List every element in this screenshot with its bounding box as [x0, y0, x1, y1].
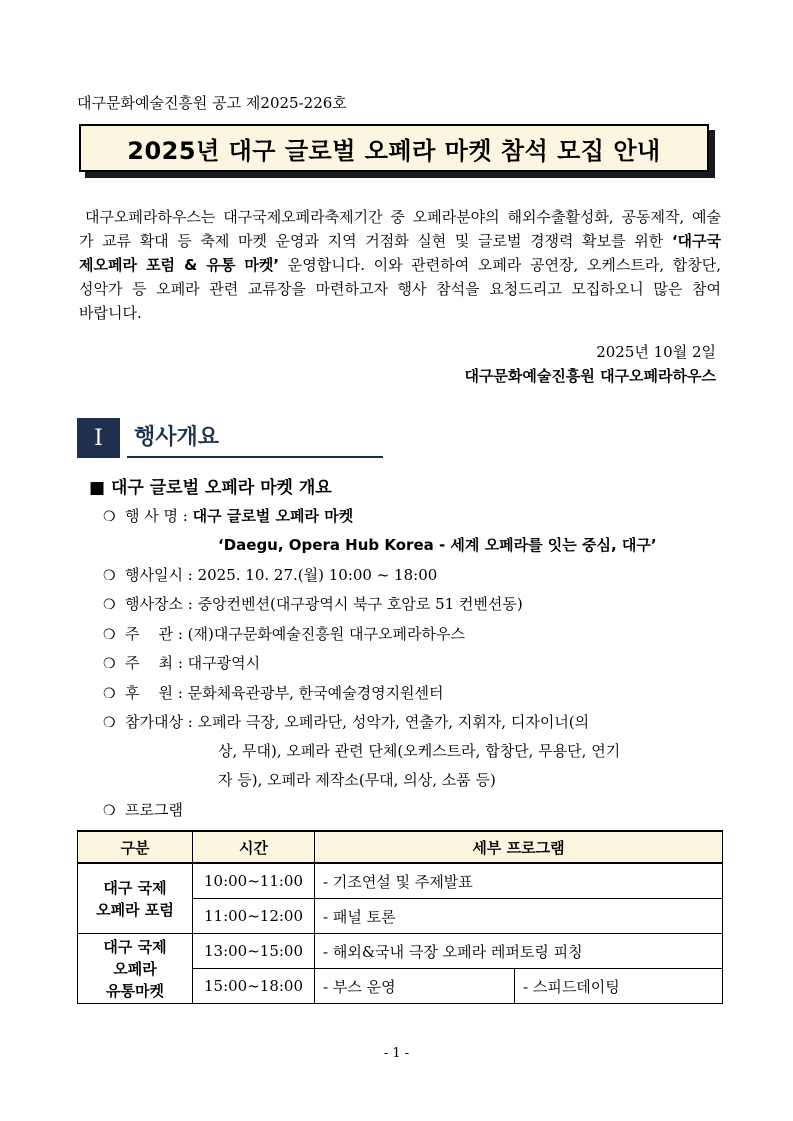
participants-row [103, 711, 589, 732]
forum-category-line: 대구 국제 [103, 878, 167, 897]
header-category: 구분 [78, 831, 193, 863]
event-name-row [103, 505, 353, 526]
time-cell: 15:00~18:00 [193, 969, 315, 1004]
host-label: 주 최 : [125, 654, 183, 672]
market-category-cell [78, 934, 193, 1004]
time-cell: 13:00~15:00 [193, 934, 315, 969]
organization-name: 대구문화예술진흥원 대구오페라하우스 [464, 367, 716, 385]
venue-value: 중앙컨벤션(대구광역시 북구 호암로 51 컨벤션동) [197, 595, 523, 613]
program-label: 프로그램 [125, 801, 183, 819]
intro-highlight: ‘대구국제오페라 포럼 & 유통 마켓’ [79, 232, 721, 274]
program-cell: - 부스 운영 [315, 969, 515, 1004]
time-cell: 10:00~11:00 [193, 863, 315, 899]
event-subtitle: ‘Daegu, Opera Hub Korea - 세계 오페라를 잇는 중심, 대구’ [218, 536, 657, 554]
bullet-circle-icon: ❍ [103, 568, 116, 584]
datetime-label: 행사일시 : [125, 566, 193, 584]
time-cell: 11:00~12:00 [193, 899, 315, 934]
organizer-label: 주 관 : [125, 625, 183, 643]
bullet-circle-icon: ❍ [103, 686, 116, 702]
program-table [77, 830, 723, 1004]
section-header [77, 418, 383, 458]
bullet-circle-icon: ❍ [103, 627, 116, 643]
host-row [103, 652, 260, 673]
intro-text-1: 대구오페라하우스는 대구국제오페라축제기간 중 오페라분야의 해외수출활성화, 공동제작, 예술가 교류 확대 등 축제 마켓 운영과 지역 거점화 실현 및 글로벌 경쟁력 확보를 위한 [79, 208, 721, 250]
bullet-circle-icon: ❍ [103, 509, 116, 525]
participants-line-3: 자 등), 오페라 제작소(무대, 의상, 소품 등) [218, 771, 496, 789]
page-number: - 1 - [383, 1046, 410, 1061]
title-banner [79, 124, 711, 174]
program-cell: - 해외&국내 극장 오페라 레퍼토링 피칭 [315, 934, 723, 969]
program-cell: - 기조연설 및 주제발표 [315, 863, 723, 899]
market-category-line: 오페라 [113, 959, 157, 978]
venue-row [103, 593, 523, 614]
program-row [103, 799, 183, 820]
sponsor-row [103, 682, 444, 703]
bullet-circle-icon: ❍ [103, 656, 116, 672]
organizer-row [103, 623, 465, 644]
participants-line-1: 오페라 극장, 오페라단, 성악가, 연출가, 지휘자, 디자이너(의 [197, 713, 590, 731]
participants-line-2: 상, 무대), 오페라 관련 단체(오케스트라, 합창단, 무용단, 연기 [218, 742, 621, 760]
program-cell: - 패널 토론 [315, 899, 723, 934]
datetime-row [103, 564, 437, 585]
host-value: 대구광역시 [187, 654, 261, 672]
forum-category-cell [78, 863, 193, 934]
sponsor-label: 후 원 : [125, 684, 183, 702]
intro-text-2: 운영합니다. 이와 관련하여 오페라 공연장, 오케스트라, 합창단, 성악가 등 오페라 관련 교류장을 마련하고자 행사 참석을 요청드리고 모집하오니 많은 참여 바랍니다. [79, 256, 721, 322]
market-category-line: 대구 국제 [103, 937, 167, 956]
overview-heading: ■ 대구 글로벌 오페라 마켓 개요 [89, 478, 332, 498]
header-time: 시간 [193, 831, 315, 863]
bullet-circle-icon: ❍ [103, 803, 116, 819]
table-header-row [78, 831, 723, 863]
notice-date: 2025년 10월 2일 [596, 343, 716, 361]
event-name-label: 행 사 명 : [125, 507, 188, 525]
table-row [78, 863, 723, 899]
participants-label: 참가대상 : [125, 713, 193, 731]
datetime-value: 2025. 10. 27.(월) 10:00 ~ 18:00 [197, 566, 438, 584]
notice-number: 대구문화예술진흥원 공고 제2025-226호 [77, 94, 347, 112]
organizer-value: (재)대구문화예술진흥원 대구오페라하우스 [187, 625, 465, 643]
bullet-circle-icon: ❍ [103, 715, 116, 731]
section-underline [127, 456, 383, 458]
forum-category-line: 오페라 포럼 [96, 900, 174, 919]
section-number: Ⅰ [77, 418, 120, 458]
table-row [78, 934, 723, 969]
event-name: 대구 글로벌 오페라 마켓 [192, 507, 354, 525]
venue-label: 행사장소 : [125, 595, 193, 613]
sponsor-value: 문화체육관광부, 한국예술경영지원센터 [187, 684, 444, 702]
document-title: 2025년 대구 글로벌 오페라 마켓 참석 모집 안내 [79, 124, 709, 172]
section-title: 행사개요 [134, 425, 220, 450]
intro-paragraph [79, 205, 721, 325]
bullet-circle-icon: ❍ [103, 597, 116, 613]
market-category-line: 유통마켓 [106, 981, 164, 1000]
header-program: 세부 프로그램 [315, 831, 723, 863]
program-cell-2: - 스피드데이팅 [515, 969, 723, 1004]
